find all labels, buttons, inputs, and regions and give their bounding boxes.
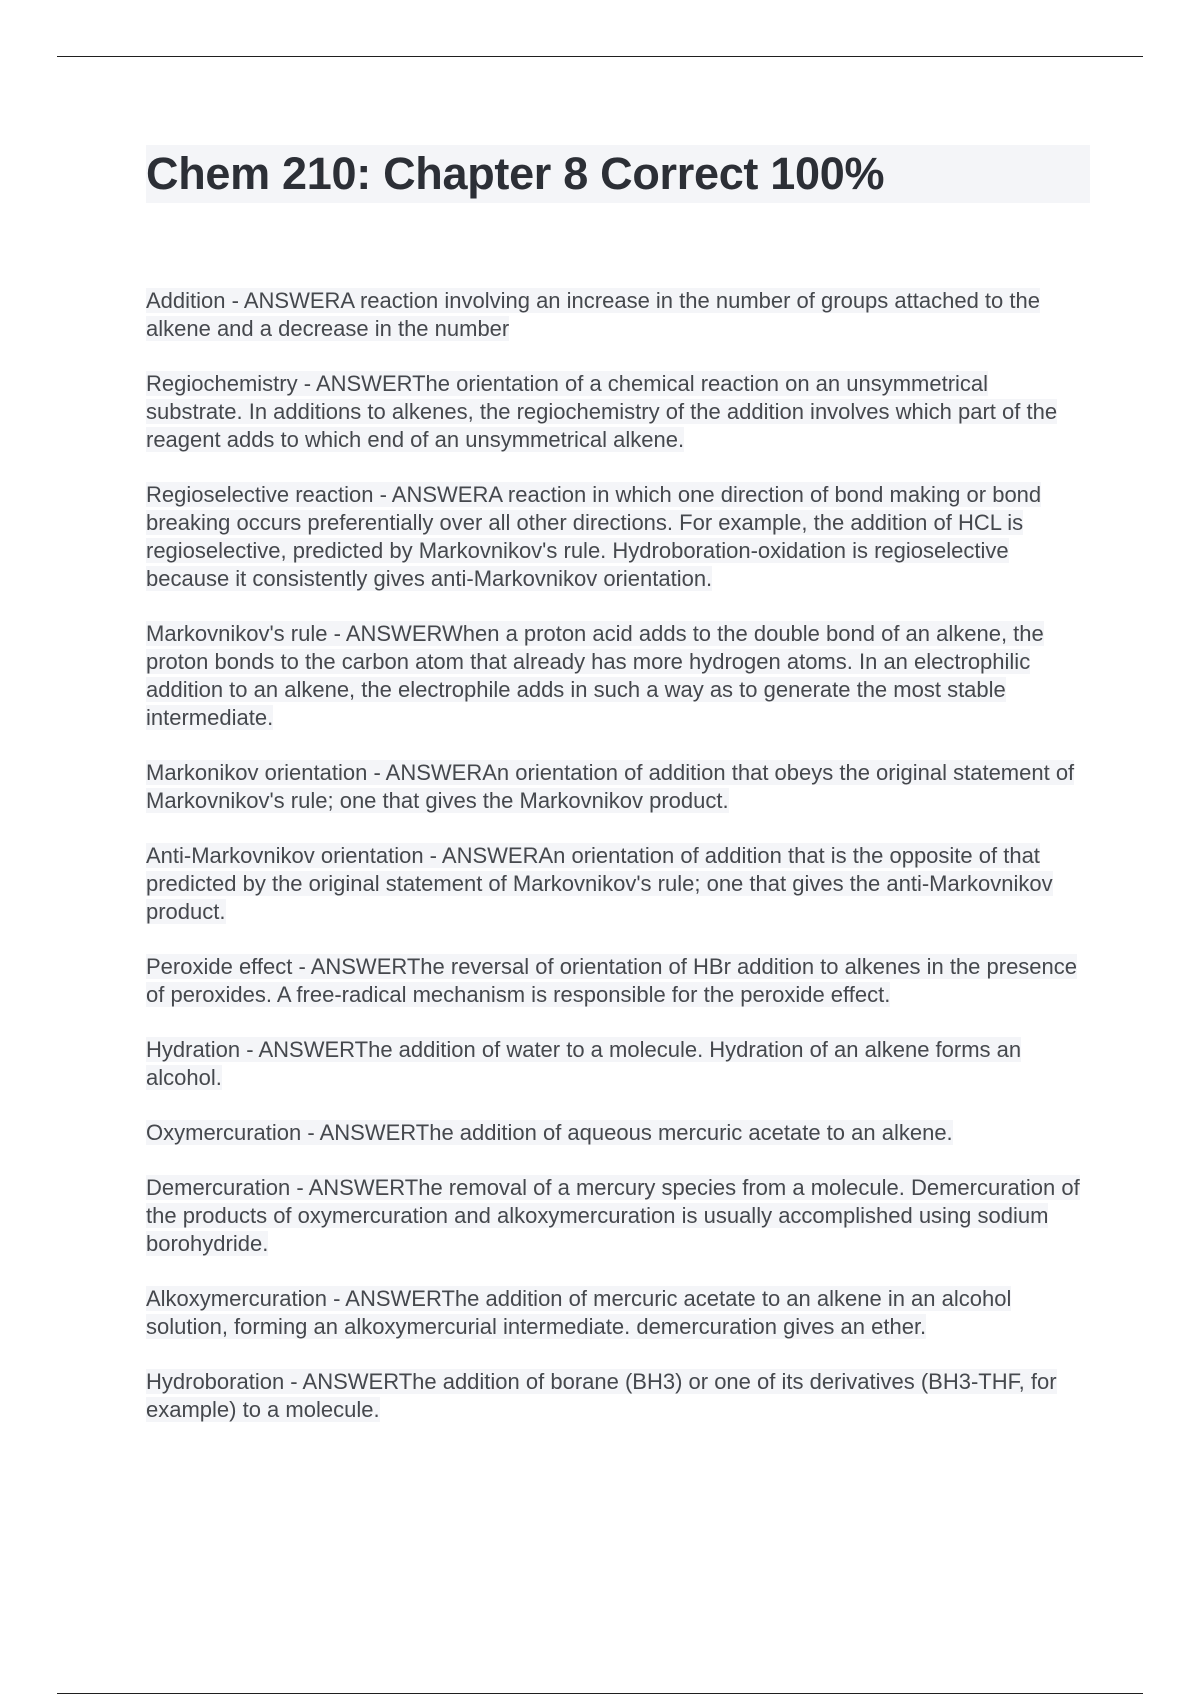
- document-body: [146, 145, 1090, 1451]
- flashcard-text: Hydration - ANSWERThe addition of water to a molecule. Hydration of an alkene forms an alcohol.: [146, 1037, 1022, 1090]
- top-rule: [57, 56, 1143, 57]
- flashcard-text: Regioselective reaction - ANSWERA reaction in which one direction of bond making or bond breaking occurs preferentially over all other directions. For example, the addition of HCL is regioselective, predicted by Markovnikov's rule. Hydroboration-oxidation is regioselective because it consistently gives anti-Markovnikov orientation.: [146, 482, 1042, 591]
- flashcard-entry: [146, 1368, 1090, 1424]
- flashcard-text: Anti-Markovnikov orientation - ANSWERAn orientation of addition that is the opposite of that predicted by the original statement of Markovnikov's rule; one that gives the anti-Markovnikov product.: [146, 843, 1053, 924]
- flashcard-text: Peroxide effect - ANSWERThe reversal of orientation of HBr addition to alkenes in the presence of peroxides. A free-radical mechanism is responsible for the peroxide effect.: [146, 954, 1078, 1007]
- flashcard-text: Markovnikov's rule - ANSWERWhen a proton acid adds to the double bond of an alkene, the proton bonds to the carbon atom that already has more hydrogen atoms. In an electrophilic addition to an alkene, the electrophile adds in such a way as to generate the most stable intermediate.: [146, 621, 1044, 730]
- flashcard-entry: [146, 1119, 1090, 1147]
- flashcard-text: Alkoxymercuration - ANSWERThe addition of mercuric acetate to an alkene in an alcohol solution, forming an alkoxymercurial intermediate. demercuration gives an ether.: [146, 1286, 1012, 1339]
- flashcard-entry: [146, 1285, 1090, 1341]
- flashcard-entry: [146, 481, 1090, 593]
- flashcard-entry: [146, 1036, 1090, 1092]
- flashcard-entry: [146, 620, 1090, 732]
- flashcard-text: Demercuration - ANSWERThe removal of a mercury species from a molecule. Demercuration of the products of oxymercuration and alkoxymercuration is usually accomplished using sodium borohydride.: [146, 1175, 1080, 1256]
- flashcard-text: Markonikov orientation - ANSWERAn orientation of addition that obeys the original statement of Markovnikov's rule; one that gives the Markovnikov product.: [146, 760, 1075, 813]
- bottom-rule: [57, 1693, 1143, 1694]
- flashcard-entry: [146, 370, 1090, 454]
- flashcard-text: Oxymercuration - ANSWERThe addition of aqueous mercuric acetate to an alkene.: [146, 1120, 953, 1145]
- flashcard-text: Regiochemistry - ANSWERThe orientation of a chemical reaction on an unsymmetrical substrate. In additions to alkenes, the regiochemistry of the addition involves which part of the reagent adds to which end of an unsymmetrical alkene.: [146, 371, 1058, 452]
- flashcard-entry: [146, 953, 1090, 1009]
- flashcard-entry: [146, 1174, 1090, 1258]
- flashcard-list: [146, 287, 1090, 1424]
- document-title: Chem 210: Chapter 8 Correct 100%: [146, 145, 1090, 203]
- flashcard-entry: [146, 759, 1090, 815]
- flashcard-entry: [146, 287, 1090, 343]
- flashcard-text: Hydroboration - ANSWERThe addition of borane (BH3) or one of its derivatives (BH3-THF, for example) to a molecule.: [146, 1369, 1057, 1422]
- flashcard-entry: [146, 842, 1090, 926]
- flashcard-text: Addition - ANSWERA reaction involving an increase in the number of groups attached to the alkene and a decrease in the number: [146, 288, 1040, 341]
